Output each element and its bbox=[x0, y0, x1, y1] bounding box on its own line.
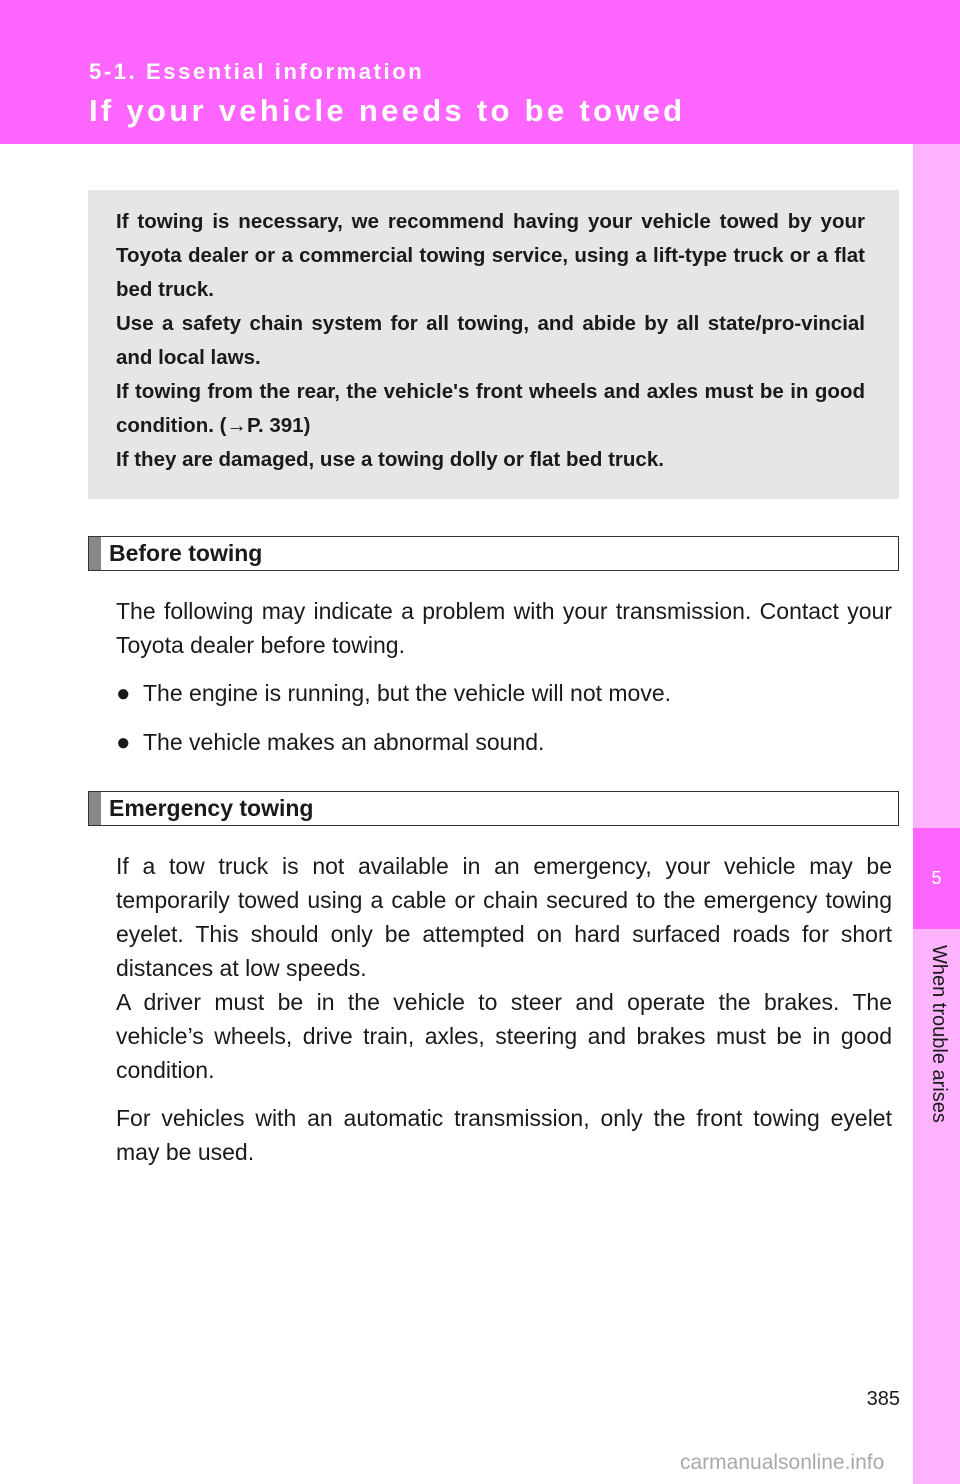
page-header bbox=[0, 0, 960, 144]
paragraph: If a tow truck is not available in an emergency, your vehicle may be temporarily towed using a cable or chain secured to the emergency towing eyelet. This should only be attempted on hard surfaced roads for short distances at low speeds. bbox=[116, 853, 892, 981]
paragraph: A driver must be in the vehicle to steer and operate the brakes. The vehicle’s wheels, drive train, axles, steering and brakes must be in good condition. bbox=[116, 989, 892, 1083]
notice-line: If towing is necessary, we recommend having your vehicle towed by your Toyota dealer or a commercial towing service, using a lift-type truck or a flat bed truck. bbox=[116, 210, 865, 301]
side-strip bbox=[913, 144, 960, 1484]
list-item bbox=[116, 676, 892, 711]
chapter-title-tab: When trouble arises bbox=[928, 945, 950, 1123]
before-towing-heading bbox=[88, 536, 899, 571]
page-number: 385 bbox=[866, 1388, 900, 1410]
notice-line: If towing from the rear, the vehicle's front wheels and axles must be in good condition. (→P. 391) bbox=[116, 380, 865, 437]
list-item bbox=[116, 725, 892, 760]
heading-bar bbox=[89, 537, 101, 570]
section-label: 5-1. Essential information bbox=[89, 59, 425, 84]
list-item-text: The engine is running, but the vehicle will not move. bbox=[143, 680, 672, 706]
heading-bar bbox=[89, 792, 101, 825]
towing-notice-box bbox=[88, 190, 899, 499]
list-item-text: The vehicle makes an abnormal sound. bbox=[143, 729, 545, 755]
heading-text: Before towing bbox=[109, 540, 263, 566]
chapter-number-tab: 5 bbox=[913, 828, 960, 929]
paragraph: The following may indicate a problem with your transmission. Contact your Toyota dealer before towing. bbox=[116, 598, 892, 658]
bullet-icon: ● bbox=[116, 680, 131, 707]
page-title: If your vehicle needs to be towed bbox=[89, 93, 686, 128]
before-towing-intro bbox=[116, 594, 892, 662]
notice-line: If they are damaged, use a towing dolly or flat bed truck. bbox=[116, 448, 664, 471]
bullet-icon: ● bbox=[116, 729, 131, 756]
paragraph: For vehicles with an automatic transmission, only the front towing eyelet may be used. bbox=[116, 1105, 892, 1165]
emergency-towing-paragraph-3 bbox=[116, 1101, 892, 1169]
notice-line: Use a safety chain system for all towing, and abide by all state/pro-vincial and local laws. bbox=[116, 312, 865, 369]
watermark: carmanualsonline.info bbox=[680, 1451, 885, 1474]
emergency-towing-heading bbox=[88, 791, 899, 826]
emergency-towing-paragraph-1 bbox=[116, 849, 892, 1087]
heading-text: Emergency towing bbox=[109, 795, 314, 821]
